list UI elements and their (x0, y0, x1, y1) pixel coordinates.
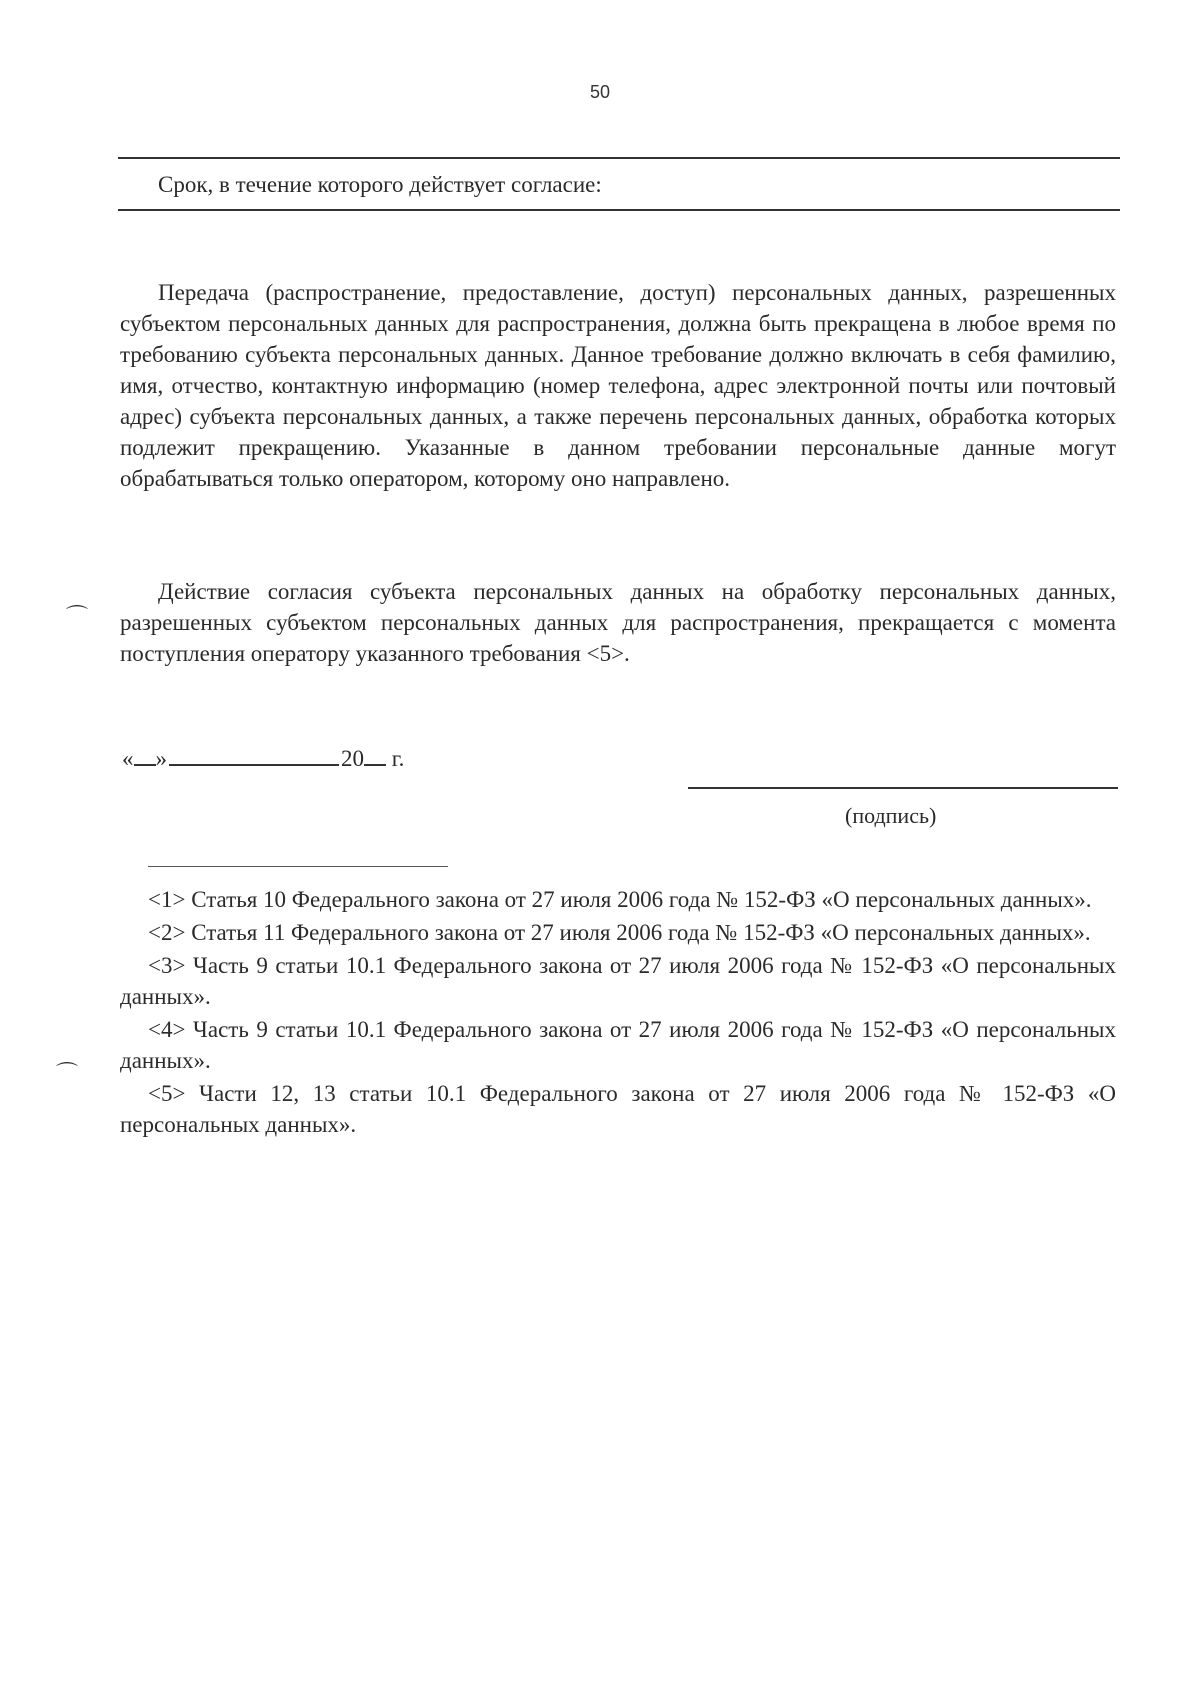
signature-caption: (подпись) (845, 803, 937, 828)
page-number: 50 (589, 82, 611, 102)
footnotes (120, 884, 1116, 1142)
footnote: <4> Часть 9 статьи 10.1 Федерального закона от 27 июля 2006 года № 152-ФЗ «О персональных данных». (120, 1017, 1116, 1073)
consent-term-rule (118, 209, 1120, 211)
consent-term-label: Срок, в течение которого действует согласие: (158, 172, 602, 197)
signature-line[interactable] (688, 787, 1118, 789)
date-field (122, 746, 404, 772)
footnote-separator (148, 866, 448, 867)
paragraph-transfer-termination: Передача (распространение, предоставление, доступ) персональных данных, разрешенных субъектом персональных данных для распространения, должна быть прекращена в любое время по требованию субъекта персональных данных. Данное требование должно включать в себя фамилию, имя, отчество, контактную информацию (номер телефона, адрес электронной почты или почтовый адрес) субъекта персональных данных, а также перечень персональных данных, обработка которых подлежит прекращению. Указанные в данном требовании персональные данные могут обрабатываться только оператором, которому оно направлено. (120, 280, 1116, 491)
margin-mark: ⌒ (66, 604, 89, 629)
top-rule (118, 157, 1120, 159)
year-suffix: г. (386, 746, 405, 771)
year-prefix: 20 (341, 746, 364, 771)
date-open-quote: « (122, 746, 134, 771)
footnote: <2> Статья 11 Федерального закона от 27 июля 2006 года № 152-ФЗ «О персональных данных». (148, 920, 1091, 945)
year-blank[interactable] (364, 746, 386, 766)
day-blank[interactable] (134, 746, 156, 766)
margin-mark: ⌒ (56, 1061, 79, 1086)
date-close-quote: » (155, 746, 167, 771)
footnote: <5> Части 12, 13 статьи 10.1 Федерального закона от 27 июля 2006 года № 152-ФЗ «О персональных данных». (120, 1081, 1116, 1137)
footnote: <3> Часть 9 статьи 10.1 Федерального закона от 27 июля 2006 года № 152-ФЗ «О персональных данных». (120, 953, 1116, 1009)
paragraph-consent-termination: Действие согласия субъекта персональных данных на обработку персональных данных, разрешенных субъектом персональных данных для распространения, прекращается с момента поступления оператору указанного требования <5>. (120, 579, 1116, 666)
month-blank[interactable] (169, 746, 339, 766)
footnote: <1> Статья 10 Федерального закона от 27 июля 2006 года № 152-ФЗ «О персональных данных». (148, 887, 1092, 912)
